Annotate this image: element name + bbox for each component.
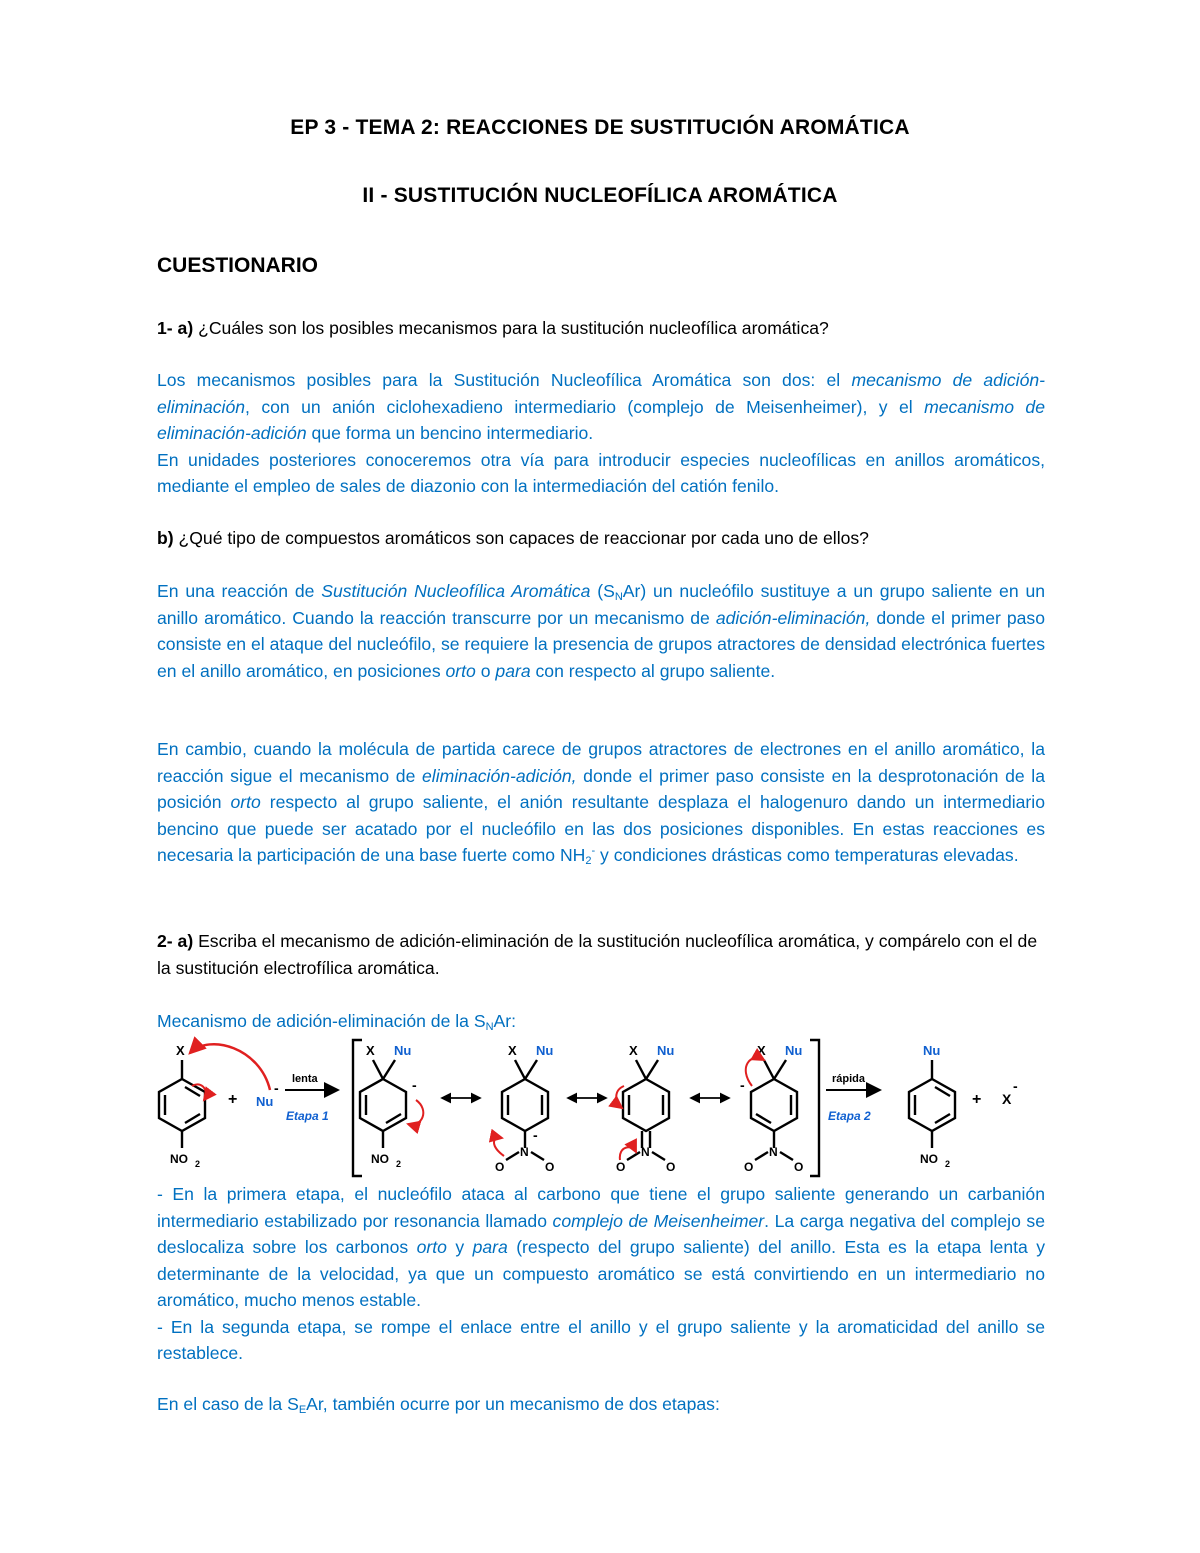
nucleophile-label: Nu — [923, 1043, 941, 1058]
nucleophile-label: Nu — [536, 1043, 554, 1058]
oxygen-label: O — [666, 1160, 676, 1174]
answer-text: , con un anión ciclohexadieno intermediario (complejo de Meisenheimer), y el — [245, 396, 925, 417]
answer-text: con respecto al grupo saliente. — [530, 660, 776, 681]
question-text: ¿Qué tipo de compuestos aromáticos son capaces de reaccionar por cada uno de ellos? — [173, 528, 869, 548]
plus-sign: + — [228, 1091, 238, 1108]
caption-text: Ar: — [493, 1011, 517, 1031]
reactant-molecule — [159, 1060, 205, 1148]
answer-italic: orto — [416, 1237, 447, 1257]
answer-1b-p1 — [157, 578, 1045, 684]
answer-text: donde el primer paso consiste en la desprotonación de la posición — [157, 765, 1045, 812]
subscript: N — [485, 1021, 494, 1033]
product-molecule — [909, 1060, 955, 1148]
step-label: Etapa 2 — [828, 1109, 871, 1123]
nucleophile-label: Nu — [256, 1094, 274, 1109]
document-subtitle: II - SUSTITUCIÓN NUCLEOFÍLICA AROMÁTICA — [362, 184, 838, 207]
charge-sign: - — [740, 1077, 745, 1093]
answer-italic: Sustitución Nucleofílica Aromática — [321, 581, 591, 601]
answer-text: donde el primer paso consiste en el ataque del nucleófilo, se requiere la presencia de grupos atractores de densidad electrónica fuertes en el anillo aromático, en posiciones — [157, 607, 1045, 681]
answer-italic: eliminación-adición, — [422, 765, 577, 786]
answer-text: En el caso de la S — [157, 1394, 299, 1414]
electron-arrow — [746, 1058, 764, 1086]
leaving-group-anion: X — [1002, 1091, 1012, 1107]
leaving-group-label: X — [366, 1043, 375, 1058]
step-speed-label: rápida — [832, 1073, 866, 1085]
leaving-group-label: X — [629, 1043, 638, 1058]
document-title: EP 3 - TEMA 2: REACCIONES DE SUSTITUCIÓN AROMÁTICA — [290, 116, 910, 139]
nucleophile-label: Nu — [394, 1043, 412, 1058]
oxygen-label: O — [616, 1160, 626, 1174]
answer-text: . La carga negativa del complejo se deslocaliza sobre los carbonos — [157, 1210, 1045, 1257]
charge-sign: - — [412, 1077, 417, 1093]
caption-text: Mecanismo de adición-eliminación de la S — [157, 1011, 486, 1031]
answer-text: (S — [590, 581, 615, 601]
sear-intro — [157, 1391, 1045, 1418]
question-number: 2- a) — [157, 931, 194, 951]
section-heading: CUESTIONARIO — [157, 254, 319, 277]
answer-text: (respecto del grupo saliente) del anillo. Esta es la etapa lenta y determinante de la velocidad, ya que un compuesto aromático se está convirtiendo en un intermediario no aromático, mucho menos estable. — [157, 1237, 1045, 1310]
question-1b — [157, 525, 1045, 552]
question-1a — [157, 315, 1045, 342]
answer-text: Ar, también ocurre por un mecanismo de dos etapas: — [306, 1394, 720, 1414]
answer-text: o — [475, 660, 496, 681]
nitro-subscript: 2 — [396, 1159, 402, 1169]
charge-sign: - — [533, 1127, 538, 1143]
answer-italic: adición-eliminación, — [715, 607, 871, 628]
answer-text: y condiciones drásticas como temperaturas elevadas. — [595, 845, 1019, 865]
answer-text: En cambio, cuando la molécula de partida carece de grupos atractores de electrones en el anillo aromático, la reacción sigue el mecanismo de — [157, 739, 1045, 786]
oxygen-label: O — [545, 1160, 555, 1174]
answer-1b-p2 — [157, 736, 1045, 869]
right-bracket — [810, 1040, 819, 1176]
answer-1a — [157, 367, 1045, 500]
answer-italic: complejo de Meisenheimer — [552, 1210, 765, 1231]
nitro-label: NO — [920, 1152, 938, 1166]
answer-italic: para — [495, 660, 531, 681]
nitro-label: NO — [170, 1152, 188, 1166]
step-label: Etapa 1 — [286, 1109, 329, 1123]
answer-text: - En la segunda etapa, se rompe el enlace entre el anillo y el grupo saliente y la aromaticidad del anillo se restablece. — [157, 1316, 1045, 1363]
charge-sign: - — [1013, 1078, 1018, 1094]
charge-sign: - — [274, 1080, 279, 1096]
electron-arrow — [494, 1138, 504, 1156]
answer-text: - En la primera etapa, el nucleófilo ataca al carbono que tiene el grupo saliente generando un carbanión intermediario estabilizado por resonancia llamado — [157, 1184, 1045, 1231]
resonance-structure-1 — [360, 1060, 406, 1148]
nitro-label: NO — [371, 1152, 389, 1166]
answer-text: En una reacción de — [157, 581, 322, 601]
plus-sign: + — [972, 1091, 982, 1108]
answer-text: Los mecanismos posibles para la Sustitución Nucleofílica Aromática son dos: el — [157, 370, 852, 390]
oxygen-label: O — [744, 1160, 754, 1174]
mechanism-scheme — [140, 1028, 1060, 1178]
superscript: - — [591, 845, 596, 858]
oxygen-label: O — [495, 1160, 505, 1174]
nitro-subscript: 2 — [945, 1159, 951, 1169]
attack-arrow — [190, 1044, 270, 1090]
nitrogen-label: N — [641, 1145, 650, 1159]
answer-italic: para — [472, 1237, 508, 1257]
question-text: ¿Cuáles son los posibles mecanismos para la sustitución nucleofílica aromática? — [193, 318, 829, 338]
answer-italic: orto — [445, 660, 476, 681]
electron-arrow — [408, 1100, 423, 1125]
oxygen-label: O — [794, 1160, 804, 1174]
answer-text: Ar) un nucleófilo sustituye a un grupo saliente en un anillo aromático. Cuando la reacción transcurre por un mecanismo de — [157, 581, 1046, 628]
nitrogen-label: N — [769, 1145, 778, 1159]
subscript: 2 — [585, 855, 592, 867]
step-speed-label: lenta — [292, 1073, 318, 1085]
answer-2a — [157, 1181, 1045, 1367]
subscript: E — [298, 1404, 307, 1416]
question-number: 1- a) — [157, 318, 194, 338]
answer-text: En unidades posteriores conoceremos otra vía para introducir especies nucleofílicas en anillos aromáticos, mediante el empleo de sales de diazonio con la intermediación del catión fenilo. — [157, 449, 1045, 496]
nitro-subscript: 2 — [195, 1159, 201, 1169]
nitrogen-label: N — [520, 1145, 529, 1159]
leaving-group-label: X — [176, 1043, 185, 1058]
answer-italic: mecanismo de adición-eliminación — [157, 370, 1045, 417]
answer-text: que forma un bencino intermediario. — [306, 423, 594, 443]
leaving-group-label: X — [757, 1043, 766, 1058]
question-number: b) — [157, 528, 174, 548]
nucleophile-label: Nu — [785, 1043, 803, 1058]
answer-italic: mecanismo de eliminación-adición — [157, 396, 1045, 443]
answer-italic: orto — [230, 792, 261, 812]
answer-text: y — [446, 1237, 473, 1257]
question-text: Escriba el mecanismo de adición-eliminación de la sustitución nucleofílica aromática, y compárelo con el de la sustitución electrofílica aromática. — [157, 931, 1038, 978]
leaving-group-label: X — [508, 1043, 517, 1058]
subscript: N — [614, 591, 623, 603]
question-2a — [157, 928, 1045, 981]
nucleophile-label: Nu — [657, 1043, 675, 1058]
answer-text: respecto al grupo saliente, el anión resultante desplaza el halogenuro dando un intermediario bencino que puede ser acatado por el nucleófilo en las dos posiciones disponibles. En estas reacciones es necesaria la participación de una base fuerte como NH — [157, 792, 1045, 865]
